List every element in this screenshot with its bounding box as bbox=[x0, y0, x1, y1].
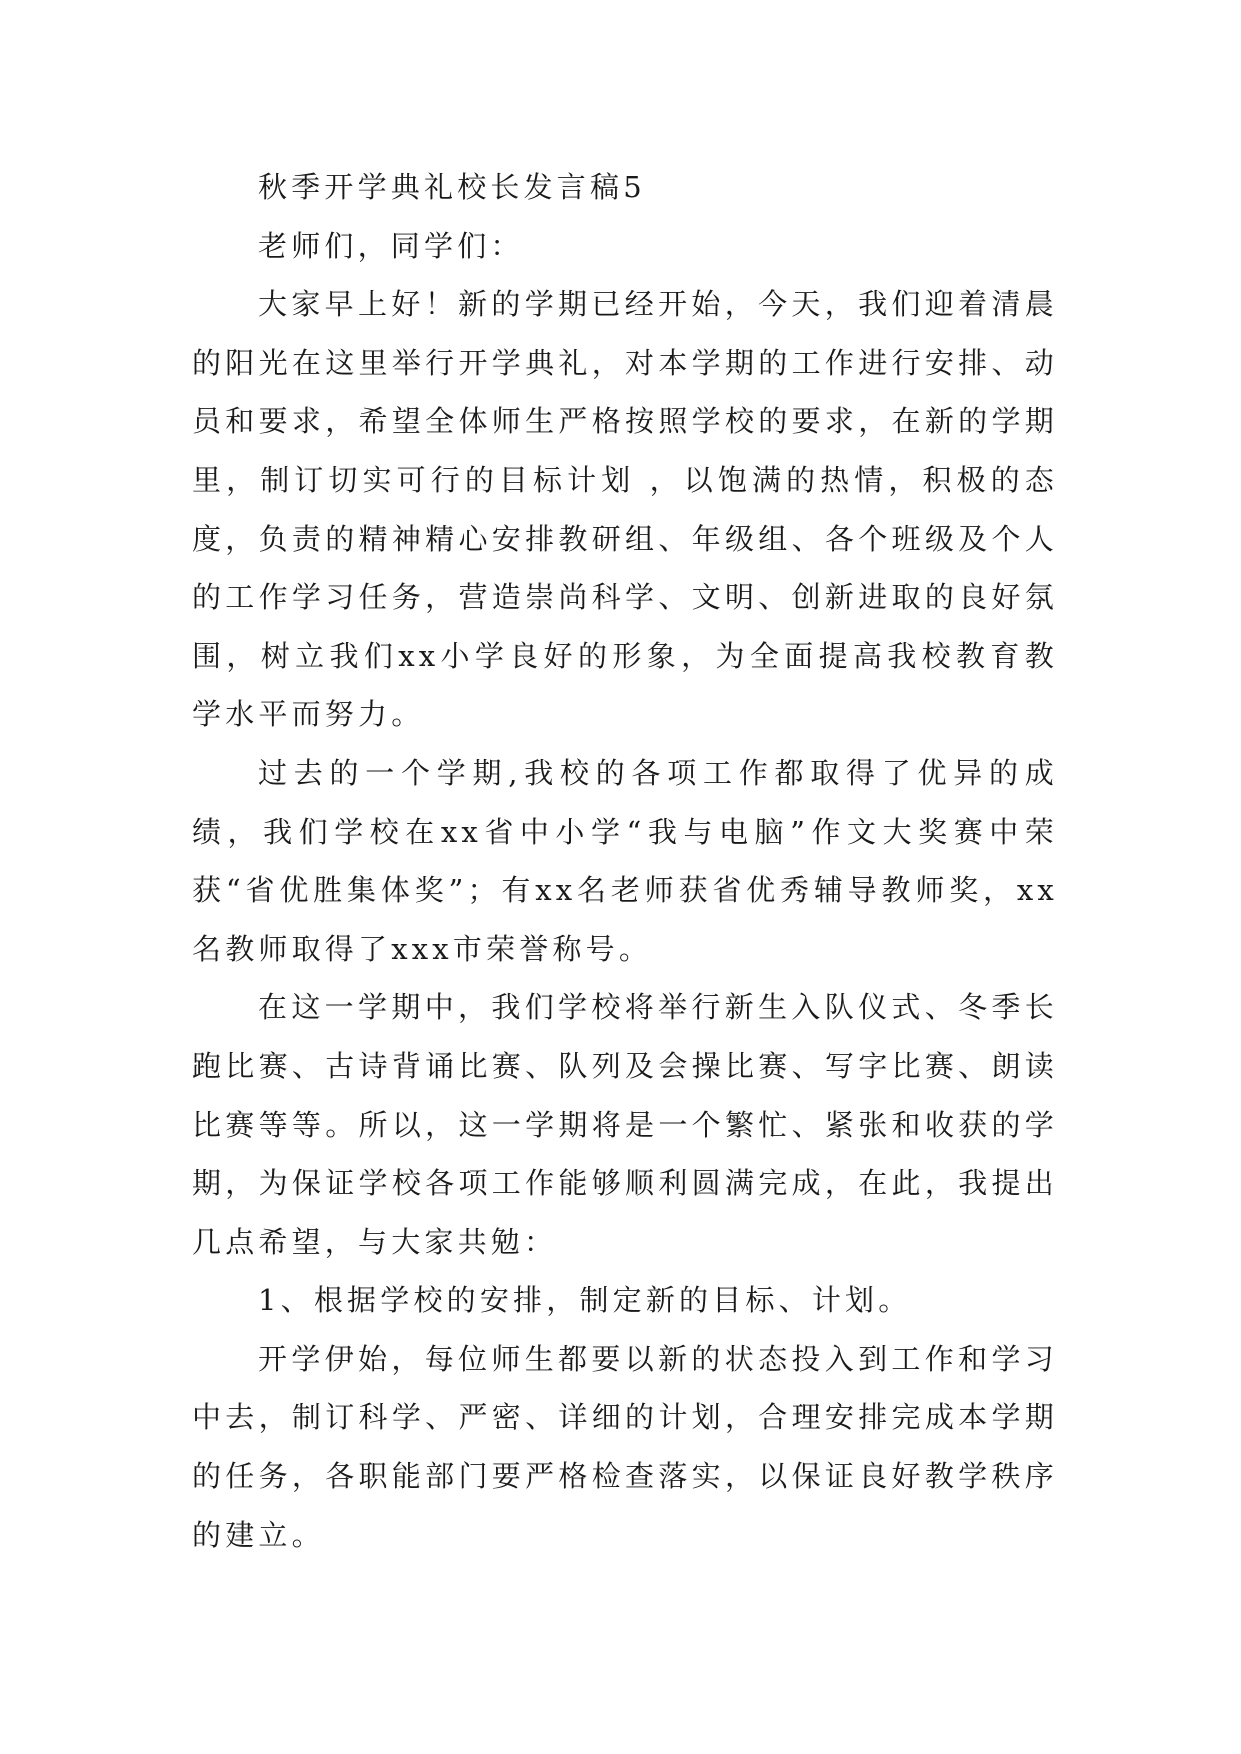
document-body bbox=[192, 158, 1058, 1564]
paragraph-planning: 开学伊始，每位师生都要以新的状态投入到工作和学习中去，制订科学、严密、详细的计划，合理安排完成本学期的任务，各职能部门要严格检查落实，以保证良好教学秩序的建立。 bbox=[192, 1341, 1058, 1552]
paragraph-opening: 大家早上好！新的学期已经开始，今天，我们迎着清晨的阳光在这里举行开学典礼，对本学期的工作进行安排、动员和要求，希望全体师生严格按照学校的要求，在新的学期里，制订切实可行的目标计划 ，以饱满的热情，积极的态度，负责的精神精心安排教研组、年级组、各个班级及个人的工作学习任务，营造崇尚科学、文明、创新进取的良好氛围，树立我们xx小学良好的形象，为全面提高我校教育教学水平而努力。 bbox=[192, 287, 1058, 732]
document-title: 秋季开学典礼校长发言稿5 bbox=[258, 170, 646, 204]
paragraph-achievements: 过去的一个学期,我校的各项工作都取得了优异的成绩，我们学校在xx省中小学“我与电脑”作文大奖赛中荣获“省优胜集体奖”；有xx名老师获省优秀辅导教师奖，xx名教师取得了xxx市荣誉称号。 bbox=[192, 755, 1058, 966]
greeting: 老师们，同学们： bbox=[258, 228, 524, 263]
paragraph-activities: 在这一学期中，我们学校将举行新生入队仪式、冬季长跑比赛、古诗背诵比赛、队列及会操比赛、写字比赛、朗读比赛等等。所以，这一学期将是一个繁忙、紧张和收获的学期，为保证学校各项工作能够顺利圆满完成，在此，我提出几点希望，与大家共勉： bbox=[192, 990, 1058, 1259]
paragraph-point-1: 1、根据学校的安排，制定新的目标、计划。 bbox=[258, 1283, 912, 1318]
